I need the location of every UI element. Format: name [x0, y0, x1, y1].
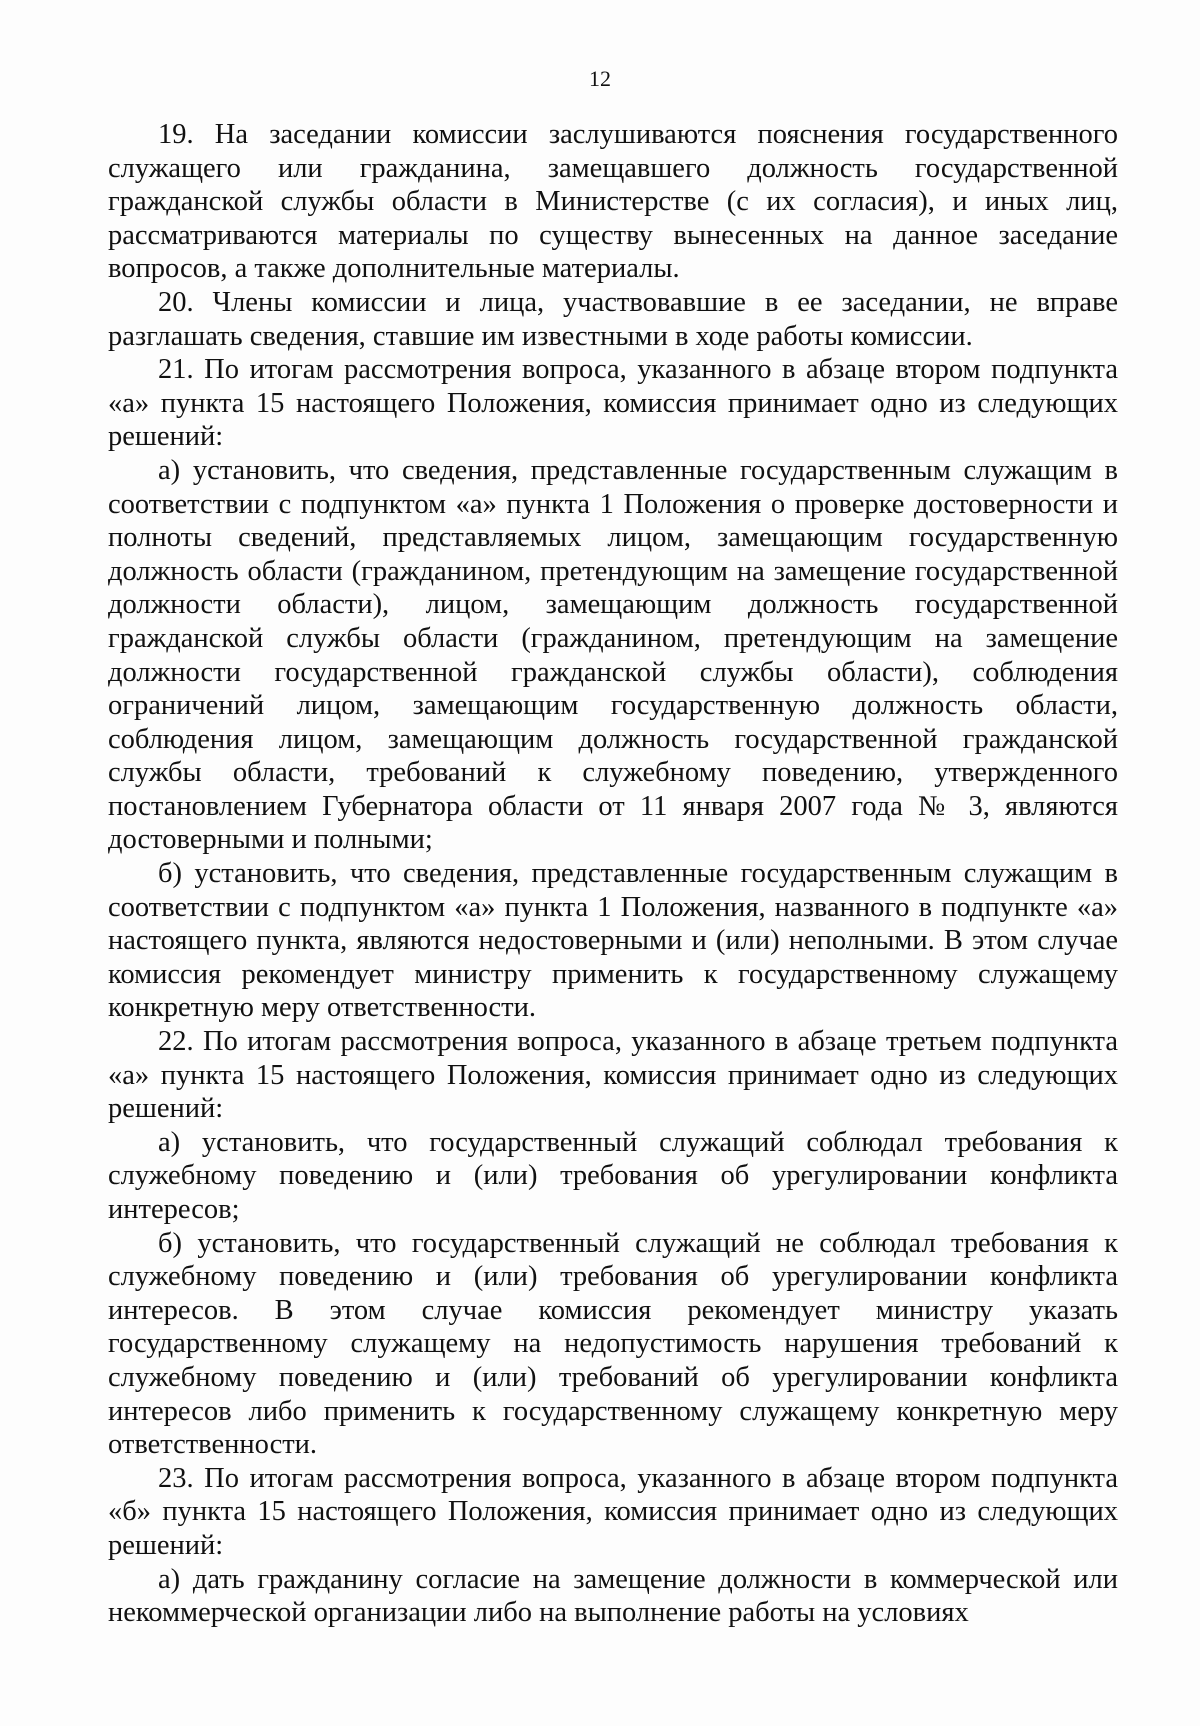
paragraph-23: 23. По итогам рассмотрения вопроса, указанного в абзаце втором подпункта «б» пункта 15 настоящего Положения, комиссия принимает одно из следующих решений: [108, 1462, 1118, 1561]
paragraph-21-b: б) установить, что сведения, представленные государственным служащим в соответствии с подпунктом «а» пункта 1 Положения, названного в подпункте «а» настоящего пункта, являются недостоверными и (или) неполными. В этом случае комиссия рекомендует министру применить к государственному служащему конкретную меру ответственности. [108, 858, 1118, 1024]
paragraph-20: 20. Члены комиссии и лица, участвовавшие в ее заседании, не вправе разглашать сведения, ставшие им известными в ходе работы комиссии. [108, 286, 1118, 352]
paragraph-19: 19. На заседании комиссии заслушиваются пояснения государственного служащего или гражданина, замещавшего должность государственной гражданской службы области в Министерстве (с их согласия), и иных лиц, рассматриваются материалы по существу вынесенных на данное заседание вопросов, а также дополнительные материалы. [108, 119, 1118, 285]
paragraph-21-a: а) установить, что сведения, представленные государственным служащим в соответствии с подпунктом «а» пункта 1 Положения о проверке достоверности и полноты сведений, представляемых лицом, замещающим государственную должность области (гражданином, претендующим на замещение государственной должности области), лицом, замещающим должность государственной гражданской службы области (гражданином, претендующим на замещение должности государственной гражданской службы области), соблюдения ограничений лицом, замещающим государственную должность области, соблюдения лицом, замещающим должность государственной гражданской службы области, требований к служебному поведению, утвержденного постановлением Губернатора области от 11 января 2007 года № 3, являются достоверными и полными; [108, 454, 1118, 856]
paragraph-21: 21. По итогам рассмотрения вопроса, указанного в абзаце втором подпункта «а» пункта 15 настоящего Положения, комиссия принимает одно из следующих решений: [108, 354, 1118, 453]
paragraph-23-a: а) дать гражданину согласие на замещение должности в коммерческой или некоммерческой организации либо на выполнение работы на условиях [108, 1563, 1118, 1629]
document-body [108, 118, 1118, 1630]
paragraph-22: 22. По итогам рассмотрения вопроса, указанного в абзаце третьем подпункта «а» пункта 15 настоящего Положения, комиссия принимает одно из следующих решений: [108, 1026, 1118, 1125]
page-number: 12 [589, 66, 611, 91]
paragraph-22-a: а) установить, что государственный служащий соблюдал требования к служебному поведению и (или) требования об урегулировании конфликта интересов; [108, 1126, 1118, 1225]
paragraph-22-b: б) установить, что государственный служащий не соблюдал требования к служебному поведению и (или) требования об урегулировании конфликта интересов. В этом случае комиссия рекомендует министру указать государственному служащему на недопустимость нарушения требований к служебному поведению и (или) требований об урегулировании конфликта интересов либо применить к государственному служащему конкретную меру ответственности. [108, 1227, 1118, 1461]
